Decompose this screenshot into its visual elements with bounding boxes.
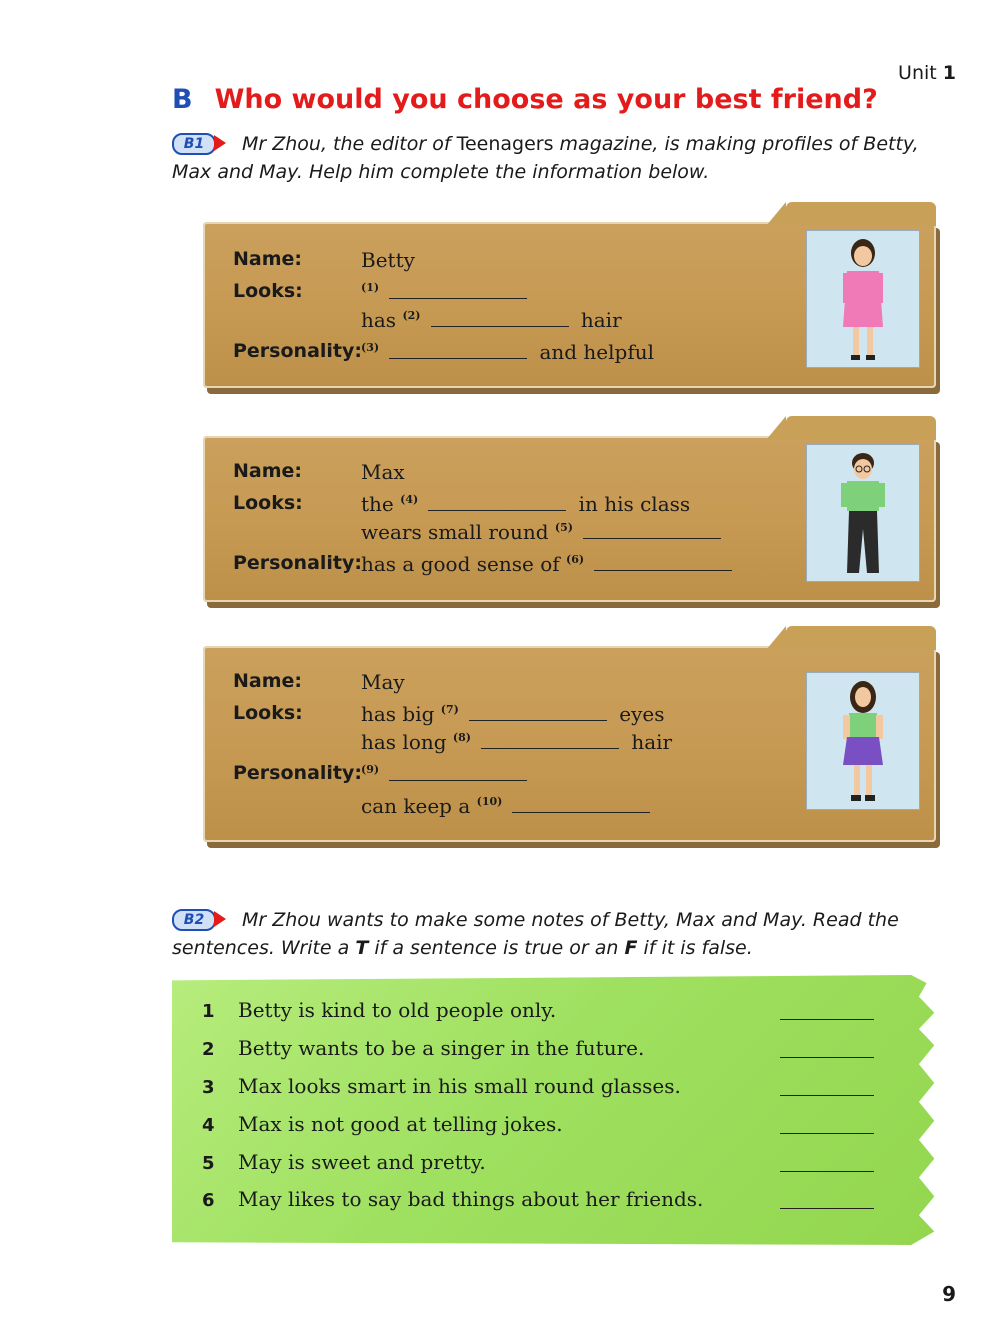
answer-blank[interactable] bbox=[389, 280, 527, 299]
statement-item: 4 Max is not good at telling jokes. bbox=[202, 1112, 563, 1136]
answer-blank[interactable] bbox=[512, 794, 650, 813]
tf-answer-blank[interactable] bbox=[780, 1132, 874, 1134]
statement-item: 1 Betty is kind to old people only. bbox=[202, 998, 557, 1022]
section-title bbox=[172, 84, 878, 115]
card-tab bbox=[786, 202, 936, 226]
page-number: 9 bbox=[942, 1282, 956, 1306]
answer-blank[interactable] bbox=[431, 308, 569, 327]
tf-answer-blank[interactable] bbox=[780, 1170, 874, 1172]
profile-card-betty: Name: Betty Looks: $^{(1)}$ has $^{(2)}$ hair Personality: $^{(3)}$ and helpful bbox=[203, 222, 936, 388]
answer-blank[interactable] bbox=[481, 730, 619, 749]
card-tab bbox=[786, 416, 936, 440]
tf-answer-blank[interactable] bbox=[780, 1207, 874, 1209]
statement-item: 6 May likes to say bad things about her friends. bbox=[202, 1187, 704, 1211]
max-illustration bbox=[806, 444, 920, 582]
answer-blank[interactable] bbox=[428, 492, 566, 511]
play-arrow-icon bbox=[214, 135, 226, 151]
tf-answer-blank[interactable] bbox=[780, 1018, 874, 1020]
profile-name: Betty bbox=[361, 248, 415, 272]
unit-label: Unit 1 bbox=[898, 62, 956, 84]
b2-instruction: B2 Mr Zhou wants to make some notes of Betty, Max and May. Read the sentences. Write a T if a sentence is true or an F if it is false. bbox=[172, 906, 952, 962]
magazine-name: Teenagers bbox=[456, 133, 554, 155]
betty-illustration bbox=[806, 230, 920, 368]
statement-item: 5 May is sweet and pretty. bbox=[202, 1150, 486, 1174]
section-title-text: Who would you choose as your best friend? bbox=[214, 84, 878, 115]
may-illustration bbox=[806, 672, 920, 810]
section-letter: B bbox=[172, 84, 193, 115]
b1-instruction: B1 Mr Zhou, the editor of Teenagers magazine, is making profiles of Betty, Max and May. Help him complete the information below. bbox=[172, 130, 952, 186]
unit-number: 1 bbox=[942, 62, 956, 84]
answer-blank[interactable] bbox=[594, 552, 732, 571]
profile-card-may: Name: May Looks: has big $^{(7)}$ eyes has long $^{(8)}$ hair Personality: $^{(9)}$ can keep a $^{(10)}$ bbox=[203, 646, 936, 842]
answer-blank[interactable] bbox=[389, 340, 527, 359]
answer-blank[interactable] bbox=[389, 762, 527, 781]
profile-name: Max bbox=[361, 460, 405, 484]
b2-badge: B2 bbox=[172, 907, 228, 931]
profile-card-max: Name: Max Looks: the $^{(4)}$ in his class wears small round $^{(5)}$ Personality: has a good sense of $^{(6)}$ bbox=[203, 436, 936, 602]
statement-item: 3 Max looks smart in his small round glasses. bbox=[202, 1074, 681, 1098]
play-arrow-icon bbox=[214, 911, 226, 927]
statement-item: 2 Betty wants to be a singer in the future. bbox=[202, 1036, 645, 1060]
b1-badge: B1 bbox=[172, 131, 228, 155]
answer-blank[interactable] bbox=[583, 520, 721, 539]
card-tab bbox=[786, 626, 936, 650]
answer-blank[interactable] bbox=[469, 702, 607, 721]
tf-answer-blank[interactable] bbox=[780, 1056, 874, 1058]
tf-answer-blank[interactable] bbox=[780, 1094, 874, 1096]
profile-name: May bbox=[361, 670, 405, 694]
